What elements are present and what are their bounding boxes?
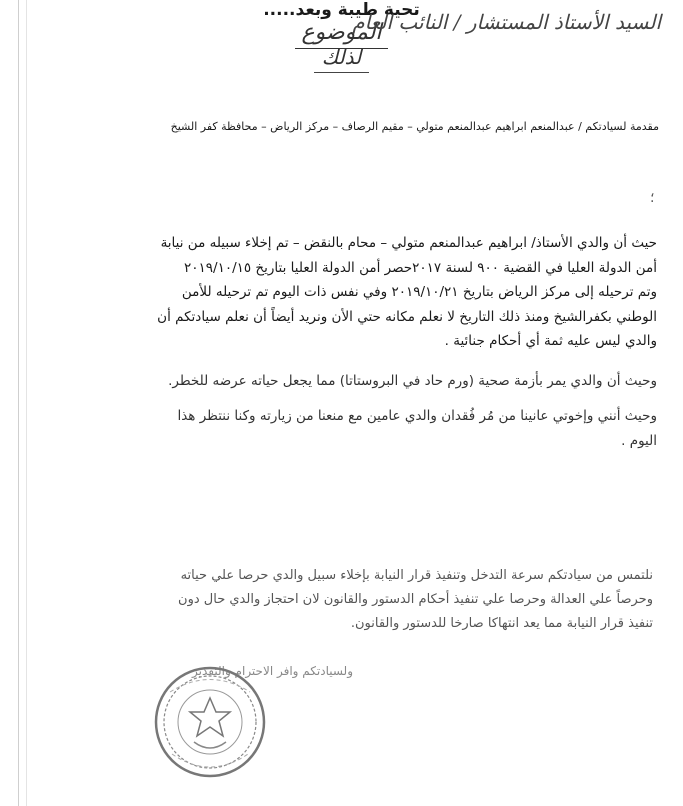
closing-line: نلتمس من سيادتكم سرعة التدخل وتنفيذ قرار النيابة بإخلاء سبيل والدي حرصا علي حياته [180,568,653,583]
official-seal-icon [150,662,270,782]
paragraph-3 [27,404,657,453]
subject-heading-text: الموضوع [295,20,387,49]
paragraph-1-line: والدي ليس عليه ثمة أي أحكام جنائية . [444,333,657,349]
paragraph-3-line: اليوم . [621,432,657,449]
paragraph-1 [27,231,657,354]
closing-paragraph [23,564,653,636]
greeting: تحية طيبة وبعد..... [263,0,420,20]
closing-line: تنفيذ قرار النيابة مما يعد انتهاكا صارخا للدستور والقانون. [350,616,653,631]
paragraph-1-line: أمن الدولة العليا في القضية ٩٠٠ لسنة ٢٠١٧حصر أمن الدولة العليا بتاريخ ٢٠١٩/١٠/١٥ [184,259,657,276]
addressee-line: السيد الأستاذ المستشار / النائب العام [352,10,661,34]
closing-line: وحرصاً علي العدالة وحرصا علي تنفيذ أحكام الدستور والقانون لان احتجاز والدي حال دون [178,592,653,607]
therefore-heading-text: لذلك [314,45,370,73]
paragraph-2: وحيث أن والدي يمر بأزمة صحية (ورم حاد في البروستاتا) مما يجعل حياته عرضه للخطر. [168,373,657,389]
side-mark: ؛ [650,190,655,206]
regards-line: ولسيادتكم وافر الاحترام والتقدير [192,664,353,678]
paragraph-1-line: الوطني بكفرالشيخ ومنذ ذلك التاريخ لا نعلم مكانه حتي الأن ونريد أيضاً أن نعلم سيادتكم أن [157,308,657,325]
paragraph-1-line: حيث أن والدي الأستاذ/ ابراهيم عبدالمنعم متولي – محام بالنقض – تم إخلاء سبيله من نيابة [160,235,657,251]
therefore-heading [0,45,683,69]
paragraph-3-line: وحيث أنني وإخوتي عانينا من مُر فُقدان والدي عامين مع منعنا من زيارته وكنا ننتظر هذا [177,408,657,424]
paragraph-1-line: وتم ترحيله إلى مركز الرياض بتاريخ ٢٠١٩/١٠/٢١ وفي نفس ذات اليوم تم ترحيله للأمن [181,284,657,300]
intro-line: مقدمة لسيادتكم / عبدالمنعم ابراهيم عبدالمنعم متولي – مقيم الرصاف – مركز الرياض – محافظة كفر الشيخ [170,120,659,133]
